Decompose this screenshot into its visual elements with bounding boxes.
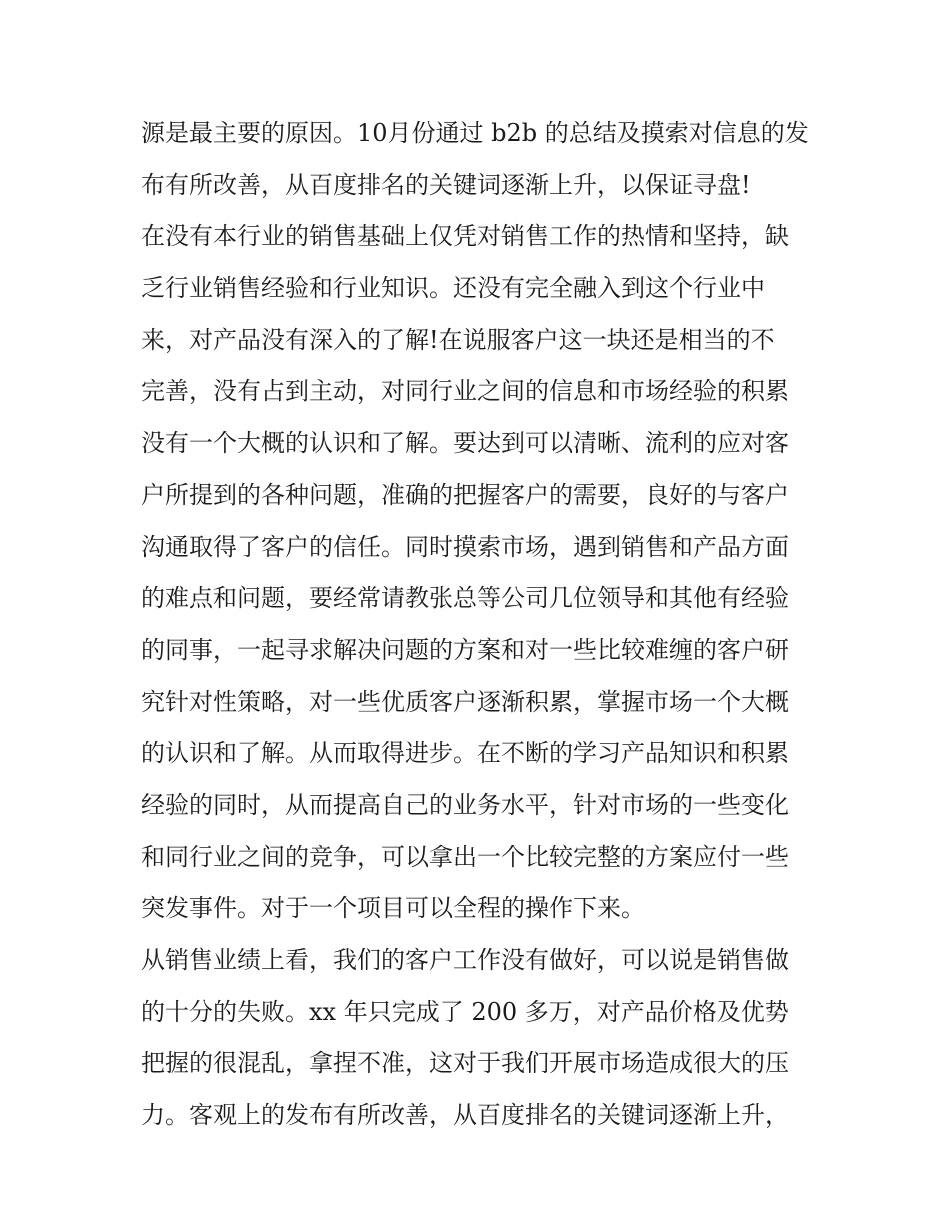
text-line: 来，对产品没有深入的了解!在说服客户这一块还是相当的不 — [141, 325, 775, 354]
text-line: 没有一个大概的认识和了解。要达到可以清晰、流利的应对客 — [141, 429, 789, 458]
text-line: 的难点和问题，要经常请教张总等公司几位领导和其他有经验 — [141, 584, 789, 613]
text-line: 力。客观上的发布有所改善，从百度排名的关键词逐渐上升， — [141, 1101, 789, 1130]
text-line: 突发事件。对于一个项目可以全程的操作下来。 — [141, 894, 645, 923]
text-line: 的认识和了解。从而取得进步。在不断的学习产品知识和积累 — [141, 739, 789, 768]
text-line: 经验的同时，从而提高自己的业务水平，针对市场的一些变化 — [141, 790, 789, 819]
text-line: 沟通取得了客户的信任。同时摸索市场，遇到销售和产品方面 — [141, 532, 789, 561]
text-line: 在没有本行业的销售基础上仅凭对销售工作的热情和坚持，缺 — [141, 222, 789, 251]
text-line: 源是最主要的原因。10月份通过 b2b 的总结及摸索对信息的发 — [141, 119, 809, 147]
text-line: 究针对性策略，对一些优质客户逐渐积累，掌握市场一个大概 — [141, 687, 789, 716]
text-line: 乏行业销售经验和行业知识。还没有完全融入到这个行业中 — [141, 274, 765, 303]
text-line: 的同事，一起寻求解决问题的方案和对一些比较难缠的客户研 — [141, 635, 789, 664]
text-line: 从销售业绩上看，我们的客户工作没有做好，可以说是销售做 — [141, 946, 789, 974]
text-line: 户所提到的各种问题，准确的把握客户的需要，良好的与客户 — [141, 480, 789, 509]
text-line: 完善，没有占到主动，对同行业之间的信息和市场经验的积累 — [141, 377, 789, 406]
text-line: 布有所改善，从百度排名的关键词逐渐上升，以保证寻盘! — [141, 170, 751, 199]
text-line: 的十分的失败。xx 年只完成了 200 多万，对产品价格及优势 — [141, 997, 789, 1026]
document-body — [141, 108, 821, 1142]
text-line: 和同行业之间的竞争，可以拿出一个比较完整的方案应付一些 — [141, 842, 789, 871]
text-line: 把握的很混乱，拿捏不准，这对于我们开展市场造成很大的压 — [141, 1049, 789, 1078]
